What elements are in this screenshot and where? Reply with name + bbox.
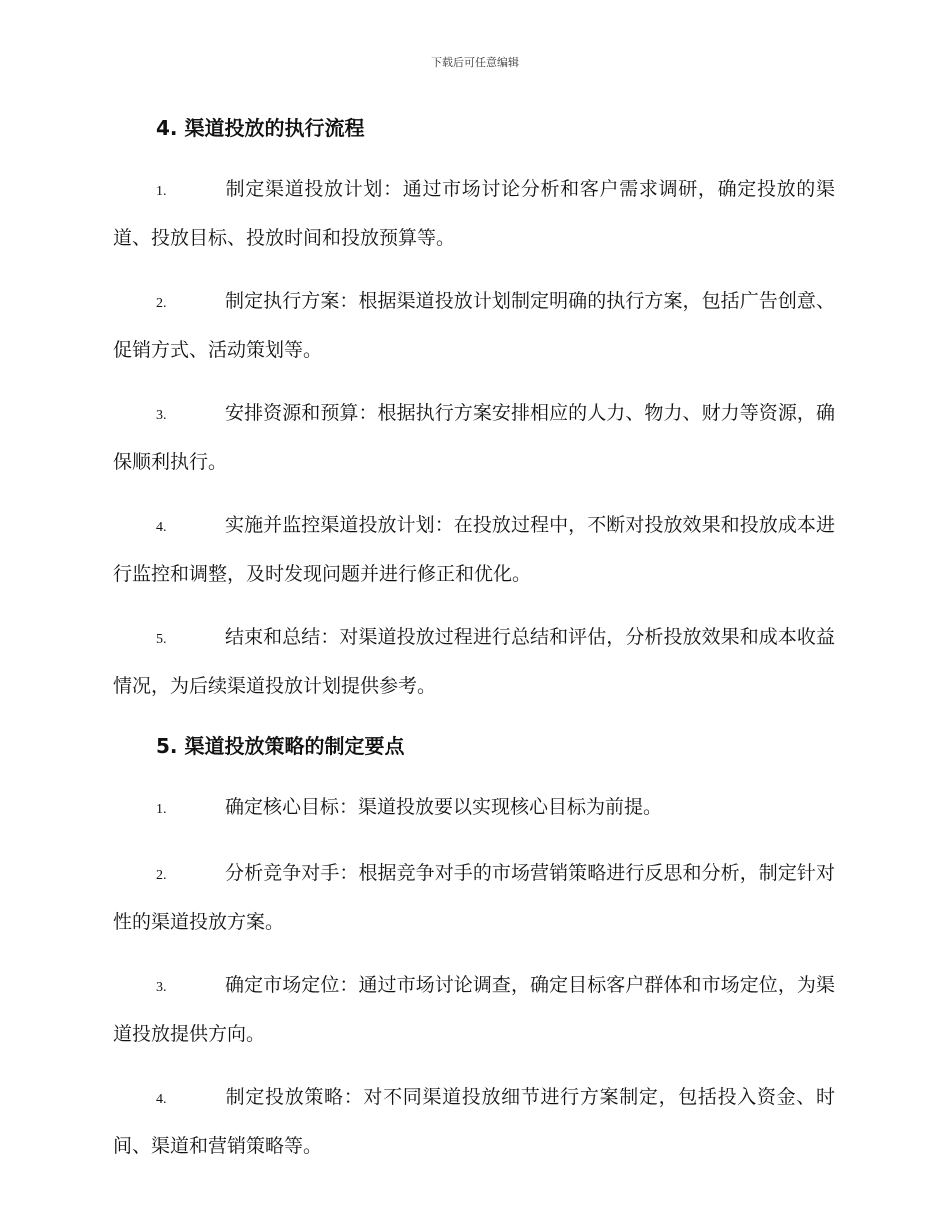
list-item-text: 制定渠道投放计划：通过市场讨论分析和客户需求调研，确定投放的渠道、投放目标、投放时间和投放预算等。	[113, 178, 835, 249]
list-item-text: 确定核心目标：渠道投放要以实现核心目标为前提。	[225, 796, 663, 818]
list-item-number: 4.	[156, 520, 167, 535]
list-item-text: 制定投放策略：对不同渠道投放细节进行方案制定，包括投入资金、时间、渠道和营销策略等。	[113, 1086, 835, 1157]
section-strategy-points	[113, 728, 835, 1169]
list-item	[113, 784, 835, 833]
list-item	[113, 962, 835, 1057]
list-item-number: 3.	[156, 980, 167, 995]
list-item	[113, 166, 835, 261]
list-item-number: 4.	[156, 1092, 167, 1107]
list-item	[113, 502, 835, 597]
section-execution-process	[113, 110, 835, 709]
list-item-number: 2.	[156, 868, 167, 883]
list-item	[113, 390, 835, 485]
section-heading: 5. 渠道投放策略的制定要点	[156, 734, 405, 758]
document-body	[113, 110, 835, 1186]
list-item	[113, 614, 835, 709]
list-item-text: 安排资源和预算：根据执行方案安排相应的人力、物力、财力等资源，确保顺利执行。	[113, 402, 835, 473]
list-item-text: 分析竞争对手：根据竞争对手的市场营销策略进行反思和分析，制定针对性的渠道投放方案。	[113, 862, 835, 933]
list-item-text: 实施并监控渠道投放计划：在投放过程中，不断对投放效果和投放成本进行监控和调整，及时发现问题并进行修正和优化。	[113, 514, 835, 585]
list-item-number: 2.	[156, 296, 167, 311]
list-item-text: 确定市场定位：通过市场讨论调查，确定目标客户群体和市场定位，为渠道投放提供方向。	[113, 974, 835, 1045]
section-heading: 4. 渠道投放的执行流程	[156, 116, 365, 140]
page-header-note: 下载后可任意编辑	[431, 56, 519, 69]
list-item	[113, 278, 835, 373]
list-item-number: 1.	[156, 802, 167, 817]
list-item	[113, 850, 835, 945]
list-item-number: 5.	[156, 632, 167, 647]
list-item-number: 1.	[156, 184, 167, 199]
list-item-text: 制定执行方案：根据渠道投放计划制定明确的执行方案，包括广告创意、促销方式、活动策划等。	[113, 290, 835, 361]
list-item	[113, 1074, 835, 1169]
list-item-number: 3.	[156, 408, 167, 423]
list-item-text: 结束和总结：对渠道投放过程进行总结和评估，分析投放效果和成本收益情况，为后续渠道投放计划提供参考。	[113, 626, 835, 697]
